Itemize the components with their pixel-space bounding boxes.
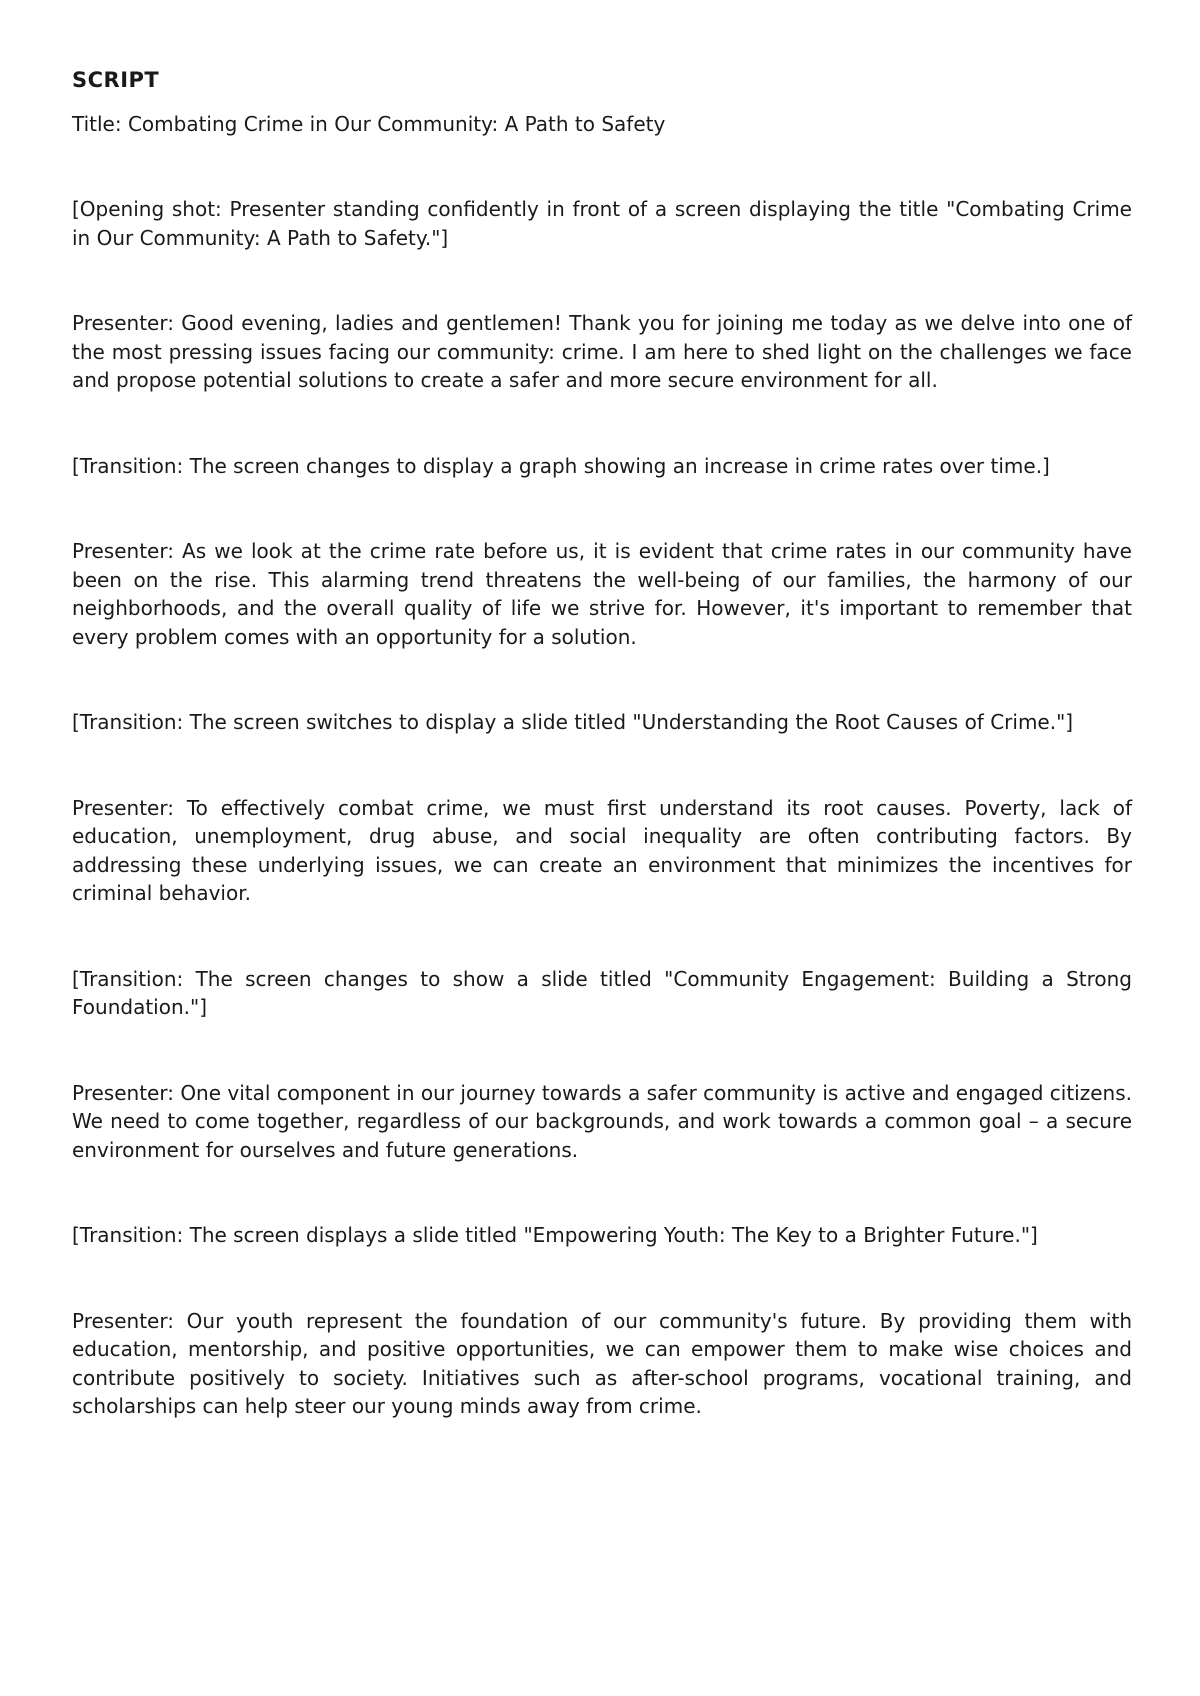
paragraph-opening-shot: [Opening shot: Presenter standing confidently in front of a screen displaying the title "Combating Crime in Our Community: A Path to Safety."] <box>72 197 1132 250</box>
paragraph-presenter-root-causes: Presenter: To effectively combat crime, we must first understand its root causes. Poverty, lack of education, unemployment, drug abuse, and social inequality are often contributing factors. By addressing these underlying issues, we can create an environment that minimizes the incentives for criminal behavior. <box>72 795 1132 905</box>
document-heading: SCRIPT <box>72 68 160 92</box>
document-title: Title: Combating Crime in Our Community: A Path to Safety <box>72 112 666 136</box>
paragraph-presenter-intro: Presenter: Good evening, ladies and gentlemen! Thank you for joining me today as we delve into one of the most pressing issues facing our community: crime. I am here to shed light on the challenges we face and propose potential solutions to create a safer and more secure environment for all. <box>72 311 1132 392</box>
paragraph-presenter-community: Presenter: One vital component in our journey towards a safer community is active and engaged citizens. We need to come together, regardless of our backgrounds, and work towards a common goal – a secure environment for ourselves and future generations. <box>72 1080 1132 1162</box>
paragraph-presenter-crime-rate: Presenter: As we look at the crime rate before us, it is evident that crime rates in our community have been on the rise. This alarming trend threatens the well-being of our families, the harmony of our neighborhoods, and the overall quality of life we strive for. However, it's important to remember that every problem comes with an opportunity for a solution. <box>72 539 1132 649</box>
paragraph-transition-community: [Transition: The screen changes to show a slide titled "Community Engagement: Building a Strong Foundation."] <box>72 966 1132 1019</box>
paragraph-transition-root-causes: [Transition: The screen switches to display a slide titled "Understanding the Root Causes of Crime."] <box>72 710 1074 734</box>
paragraph-transition-graph: [Transition: The screen changes to display a graph showing an increase in crime rates over time.] <box>72 453 1050 478</box>
paragraph-transition-youth: [Transition: The screen displays a slide titled "Empowering Youth: The Key to a Brighter Future."] <box>72 1223 1038 1247</box>
paragraph-presenter-youth: Presenter: Our youth represent the foundation of our community's future. By providing them with education, mentorship, and positive opportunities, we can empower them to make wise choices and contribute positively to society. Initiatives such as after-school programs, vocational training, and scholarships can help steer our young minds away from crime. <box>72 1308 1132 1418</box>
document-page <box>72 66 1132 1421</box>
